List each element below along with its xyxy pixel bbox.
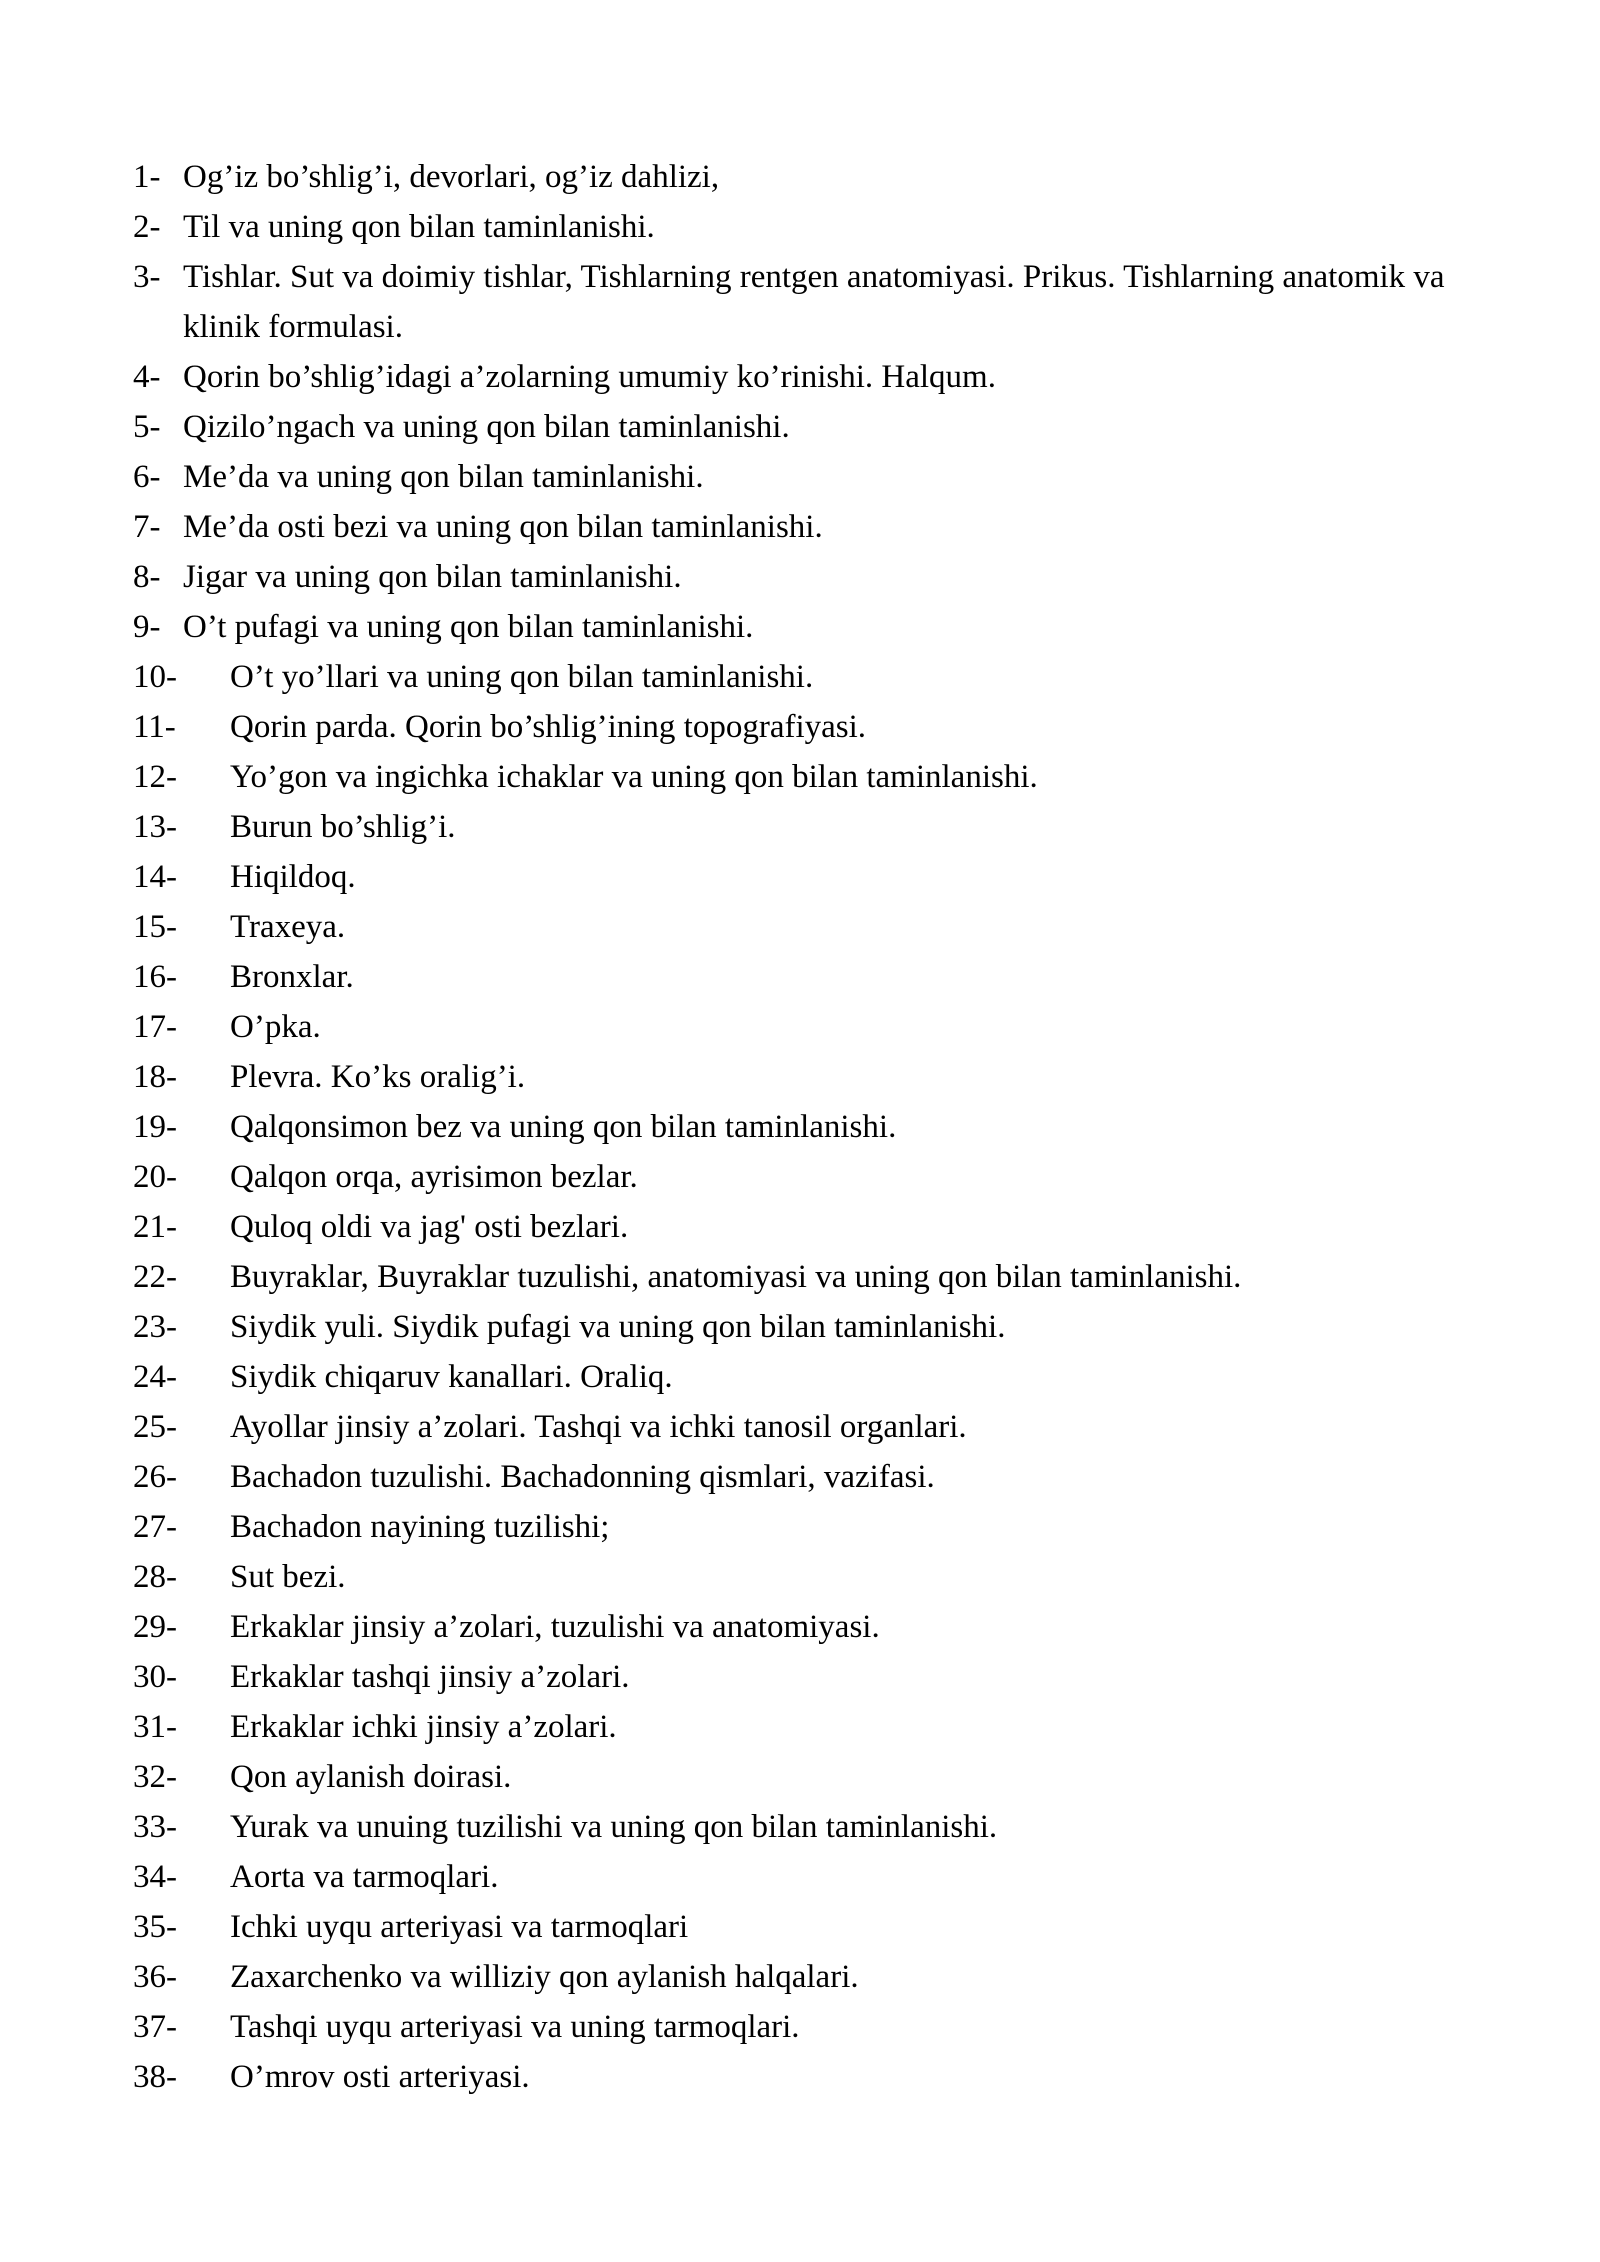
- list-item: [133, 1752, 1473, 1802]
- list-item: [133, 152, 1473, 202]
- list-item-text: Buyraklar, Buyraklar tuzulishi, anatomiyasi va uning qon bilan taminlanishi.: [230, 1259, 1242, 1295]
- list-item-text: Qizilo’ngach va uning qon bilan taminlanishi.: [183, 409, 790, 445]
- list-item: [133, 652, 1473, 702]
- list-item: [133, 1302, 1473, 1352]
- list-item-text: Jigar va uning qon bilan taminlanishi.: [183, 559, 682, 595]
- list-item-number: 17-: [133, 1009, 177, 1045]
- list-item: [133, 1902, 1473, 1952]
- list-item-number: 38-: [133, 2059, 177, 2095]
- list-item-text: Ichki uyqu arteriyasi va tarmoqlari: [230, 1909, 689, 1945]
- list-item-text: Siydik yuli. Siydik pufagi va uning qon bilan taminlanishi.: [230, 1309, 1006, 1345]
- list-item: [133, 702, 1473, 752]
- list-item-number: 23-: [133, 1309, 177, 1345]
- list-item-number: 34-: [133, 1859, 177, 1895]
- list-item: [133, 1602, 1473, 1652]
- list-item-text: Siydik chiqaruv kanallari. Oraliq.: [230, 1359, 673, 1395]
- list-item-text: O’pka.: [230, 1009, 321, 1045]
- list-item-text: Aorta va tarmoqlari.: [230, 1859, 499, 1895]
- list-item-text: Plevra. Ko’ks oralig’i.: [230, 1059, 526, 1095]
- list-item-text: Yo’gon va ingichka ichaklar va uning qon bilan taminlanishi.: [230, 759, 1038, 795]
- list-item: [133, 502, 1473, 552]
- topic-list: [133, 152, 1473, 2102]
- list-item-text: Tishlar. Sut va doimiy tishlar, Tishlarning rentgen anatomiyasi. Prikus. Tishlarning anatomik va klinik formulasi.: [183, 259, 1445, 345]
- list-item-number: 31-: [133, 1709, 177, 1745]
- list-item-number: 28-: [133, 1559, 177, 1595]
- list-item-text: O’t pufagi va uning qon bilan taminlanishi.: [183, 609, 754, 645]
- list-item-text: Og’iz bo’shlig’i, devorlari, og’iz dahlizi,: [183, 159, 720, 195]
- list-item: [133, 1402, 1473, 1452]
- list-item-number: 30-: [133, 1659, 177, 1695]
- list-item-text: Erkaklar tashqi jinsiy a’zolari.: [230, 1659, 630, 1695]
- list-item: [133, 1052, 1473, 1102]
- list-item-number: 15-: [133, 909, 177, 945]
- list-item: [133, 752, 1473, 802]
- list-item: [133, 1102, 1473, 1152]
- list-item: [133, 852, 1473, 902]
- list-item-number: 2-: [133, 209, 161, 245]
- list-item-number: 21-: [133, 1209, 177, 1245]
- list-item: [133, 1702, 1473, 1752]
- list-item-number: 3-: [133, 259, 161, 295]
- list-item-text: Me’da osti bezi va uning qon bilan taminlanishi.: [183, 509, 823, 545]
- list-item: [133, 402, 1473, 452]
- list-item: [133, 2052, 1473, 2102]
- list-item-text: Erkaklar jinsiy a’zolari, tuzulishi va anatomiyasi.: [230, 1609, 880, 1645]
- list-item-text: Sut bezi.: [230, 1559, 346, 1595]
- list-item-text: Yurak va unuing tuzilishi va uning qon bilan taminlanishi.: [230, 1809, 998, 1845]
- list-item-number: 1-: [133, 159, 161, 195]
- list-item-text: Bachadon tuzulishi. Bachadonning qismlari, vazifasi.: [230, 1459, 935, 1495]
- list-item: [133, 1152, 1473, 1202]
- list-item: [133, 552, 1473, 602]
- list-item-text: Bachadon nayining tuzilishi;: [230, 1509, 610, 1545]
- list-item: [133, 1252, 1473, 1302]
- list-item-text: Zaxarchenko va williziy qon aylanish halqalari.: [230, 1959, 859, 1995]
- list-item-number: 14-: [133, 859, 177, 895]
- list-item-number: 37-: [133, 2009, 177, 2045]
- list-item-number: 27-: [133, 1509, 177, 1545]
- list-item: [133, 1852, 1473, 1902]
- list-item-number: 33-: [133, 1809, 177, 1845]
- list-item: [133, 1002, 1473, 1052]
- list-item-number: 10-: [133, 659, 177, 695]
- list-item: [133, 352, 1473, 402]
- list-item-text: Qon aylanish doirasi.: [230, 1759, 512, 1795]
- list-item-text: Qalqonsimon bez va uning qon bilan taminlanishi.: [230, 1109, 897, 1145]
- list-item-text: Bronxlar.: [230, 959, 354, 995]
- list-item-number: 18-: [133, 1059, 177, 1095]
- list-item-number: 20-: [133, 1159, 177, 1195]
- list-item-number: 5-: [133, 409, 161, 445]
- list-item: [133, 802, 1473, 852]
- list-item: [133, 602, 1473, 652]
- list-item-text: Til va uning qon bilan taminlanishi.: [183, 209, 655, 245]
- list-item-text: Ayollar jinsiy a’zolari. Tashqi va ichki tanosil organlari.: [230, 1409, 967, 1445]
- list-item-text: Erkaklar ichki jinsiy a’zolari.: [230, 1709, 617, 1745]
- list-item: [133, 1202, 1473, 1252]
- list-item: [133, 202, 1473, 252]
- list-item-number: 8-: [133, 559, 161, 595]
- list-item-number: 11-: [133, 709, 176, 745]
- list-item: [133, 1952, 1473, 2002]
- list-item: [133, 1552, 1473, 1602]
- list-item-text: Quloq oldi va jag' osti bezlari.: [230, 1209, 629, 1245]
- list-item-text: O’t yo’llari va uning qon bilan taminlanishi.: [230, 659, 814, 695]
- list-item-number: 29-: [133, 1609, 177, 1645]
- list-item-text: Tashqi uyqu arteriyasi va uning tarmoqlari.: [230, 2009, 800, 2045]
- list-item-number: 25-: [133, 1409, 177, 1445]
- list-item-text: Traxeya.: [230, 909, 346, 945]
- list-item-text: Burun bo’shlig’i.: [230, 809, 456, 845]
- list-item: [133, 452, 1473, 502]
- list-item: [133, 1352, 1473, 1402]
- list-item-number: 24-: [133, 1359, 177, 1395]
- list-item: [133, 902, 1473, 952]
- list-item-text: Qorin bo’shlig’idagi a’zolarning umumiy ko’rinishi. Halqum.: [183, 359, 996, 395]
- list-item-number: 22-: [133, 1259, 177, 1295]
- list-item: [133, 1802, 1473, 1852]
- list-item-number: 26-: [133, 1459, 177, 1495]
- list-item: [133, 952, 1473, 1002]
- list-item-number: 12-: [133, 759, 177, 795]
- list-item-text: Qalqon orqa, ayrisimon bezlar.: [230, 1159, 638, 1195]
- list-item-number: 16-: [133, 959, 177, 995]
- list-item: [133, 1502, 1473, 1552]
- list-item-text: Qorin parda. Qorin bo’shlig’ining topografiyasi.: [230, 709, 867, 745]
- list-item: [133, 2002, 1473, 2052]
- list-item-text: O’mrov osti arteriyasi.: [230, 2059, 530, 2095]
- list-item: [133, 1652, 1473, 1702]
- list-item-number: 35-: [133, 1909, 177, 1945]
- list-item-number: 32-: [133, 1759, 177, 1795]
- list-item-number: 6-: [133, 459, 161, 495]
- list-item-number: 4-: [133, 359, 161, 395]
- list-item-text: Hiqildoq.: [230, 859, 356, 895]
- list-item-text: Me’da va uning qon bilan taminlanishi.: [183, 459, 704, 495]
- list-item-number: 9-: [133, 609, 161, 645]
- list-item-number: 7-: [133, 509, 161, 545]
- list-item-number: 13-: [133, 809, 177, 845]
- list-item-number: 36-: [133, 1959, 177, 1995]
- list-item-number: 19-: [133, 1109, 177, 1145]
- list-item: [133, 1452, 1473, 1502]
- list-item: [133, 252, 1473, 352]
